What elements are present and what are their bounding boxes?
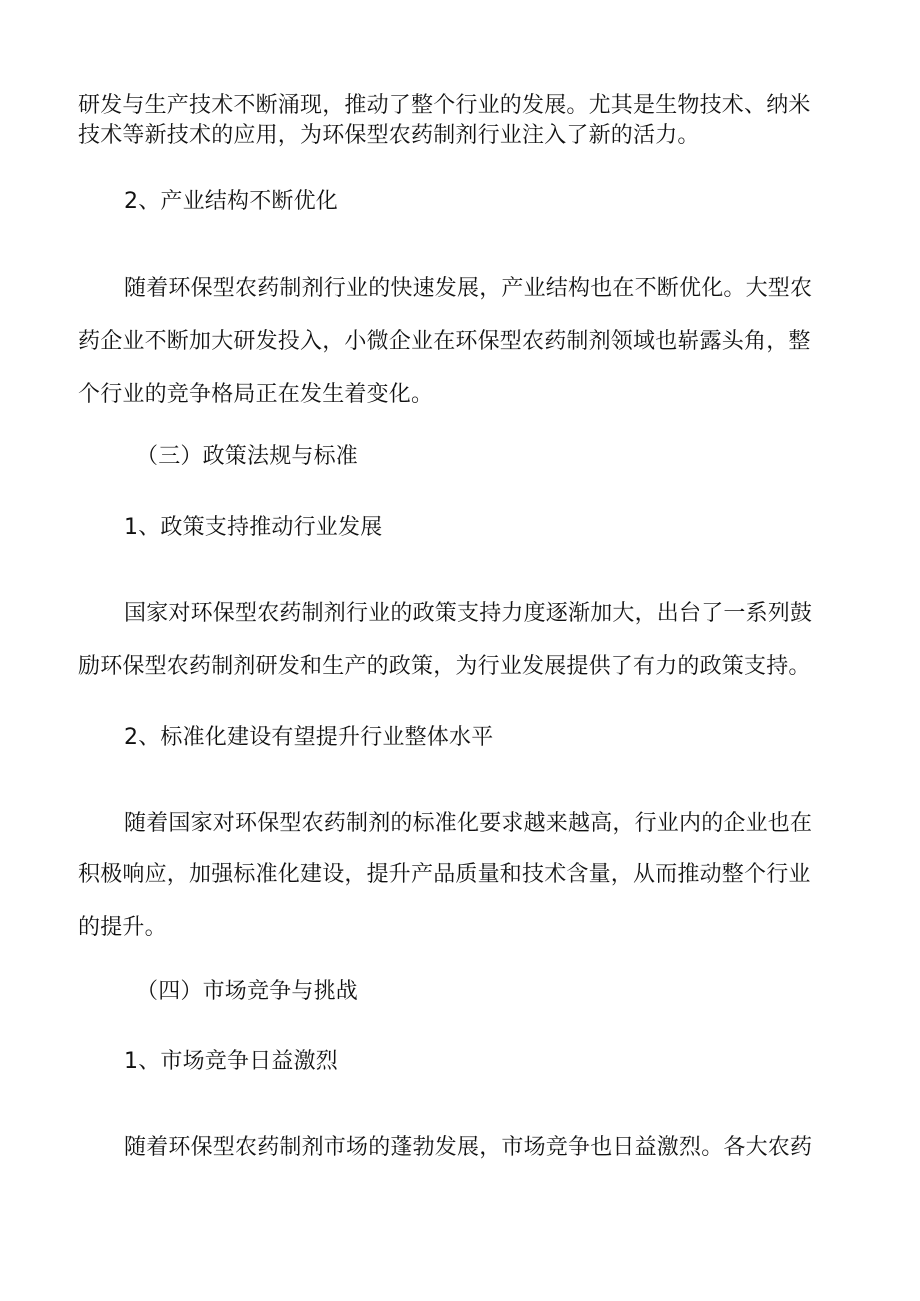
paragraph-intro-line-1: 研发与生产技术不断涌现，推动了整个行业的发展。尤其是生物技术、纳米 [78,93,811,118]
heading-policy-support: 1、政策支持推动行业发展 [124,515,383,540]
paragraph-policy-line-2: 励环保型农药制剂研发和生产的政策，为行业发展提供了有力的政策支持。 [78,654,811,679]
paragraph-structure-line-3: 个行业的竞争格局正在发生着变化。 [78,382,434,407]
heading-industry-structure: 2、产业结构不断优化 [124,189,338,214]
paragraph-structure-line-2: 药企业不断加大研发投入，小微企业在环保型农药制剂领域也崭露头角，整 [78,329,811,354]
section-title-policy: （三）政策法规与标准 [136,444,359,469]
paragraph-standard-line-1: 随着国家对环保型农药制剂的标准化要求越来越高，行业内的企业也在 [124,811,813,836]
paragraph-standard-line-3: 的提升。 [78,915,167,940]
paragraph-structure-line-1: 随着环保型农药制剂行业的快速发展，产业结构也在不断优化。大型农 [124,276,813,301]
paragraph-competition-line-1: 随着环保型农药制剂市场的蓬勃发展，市场竞争也日益激烈。各大农药 [124,1135,813,1160]
paragraph-policy-line-1: 国家对环保型农药制剂行业的政策支持力度逐渐加大，出台了一系列鼓 [124,601,813,626]
heading-market-competition: 1、市场竞争日益激烈 [124,1049,338,1074]
paragraph-intro-line-2: 技术等新技术的应用，为环保型农药制剂行业注入了新的活力。 [78,123,700,148]
heading-standardization: 2、标准化建设有望提升行业整体水平 [124,725,494,750]
paragraph-standard-line-2: 积极响应，加强标准化建设，提升产品质量和技术含量，从而推动整个行业 [78,862,811,887]
section-title-competition: （四）市场竞争与挑战 [136,979,359,1004]
